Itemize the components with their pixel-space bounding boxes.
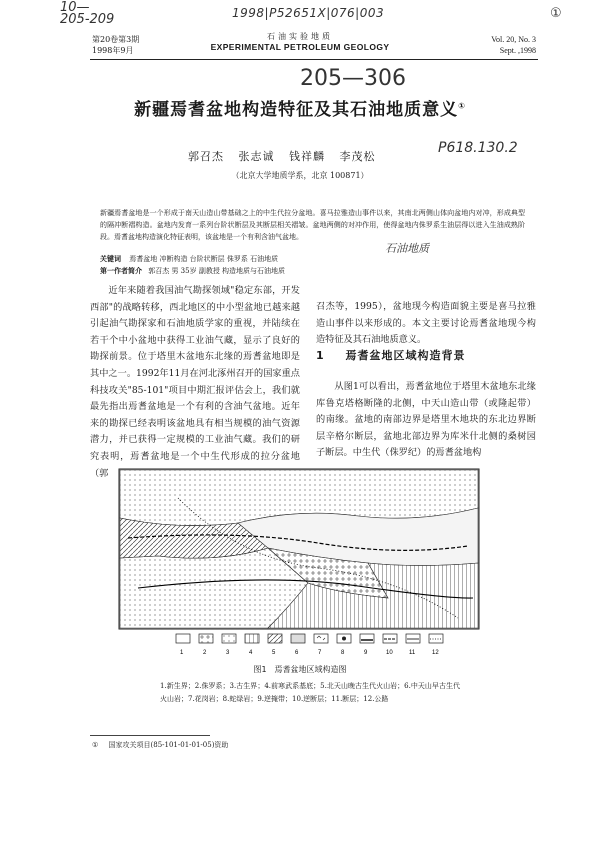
title-footnote-mark: ① [458,101,466,111]
legend-swatch [314,634,328,656]
section-number: 1 [316,349,325,362]
legend-number: 5 [272,650,276,656]
body-right-column-bottom: 从图1可以看出，焉耆盆地位于塔里木盆地东北缘库鲁克塔格断隆的北侧，中天山造山带（或隆起带）的南缘。盆地的南部边界是塔里木地块的东北边界断层辛格尔断层，盆地北部边界为库米什北侧的桑树园子断层。中生代（侏罗纪）的焉耆盆地构 [316,381,536,459]
author-bio-text: 郭召杰 男 35岁 副教授 构造地质与石油地质 [148,267,286,275]
author-name: 李茂松 [339,150,376,163]
affiliation: （北京大学地质学系，北京 100871） [231,171,369,180]
body-left-column: 近年来随着我国油气勘探领域"稳定东部，开发西部"的战略转移，西北地区的中小型盆地已越来越引起油气勘探家和石油地质学家的重视，并陆续在若干个中小盆地中获得工业油气藏，显示了良好的勘探前景。位于塔里木盆地东北缘的焉耆盆地即是其中之一。1992年11月在河北涿州召开的国家重点科技攻关"85-101"项目中期汇报评估会上，我们就最先指出焉耆盆地是一个有利的含油气盆地。近年来的勘探已经表明该盆地具有相当规模的油气资源潜力，并已获得一定规模的工业油气藏。我们的研究表明，焉耆盆地是一个中生代形成的拉分盆地（郭 [90,285,300,479]
body-right-column-top: 召杰等，1995），盆地现今构造面貌主要是喜马拉雅造山事件以来形成的。本文主要讨论焉耆盆地现今构造特征及其石油地质意义。 [316,301,536,346]
keywords [100,253,530,265]
map-legend-swatches [176,632,446,658]
keywords-text: 焉耆盆地 冲断构造 台阶状断层 侏罗系 石油地质 [129,255,279,263]
article-title-text: 新疆焉耆盆地构造特征及其石油地质意义 [134,100,459,120]
legend-swatch [199,634,213,656]
legend-swatch [337,634,351,656]
legend-number: 2 [203,650,207,656]
legend-swatch [360,634,374,656]
date-en: Sept. ,1998 [499,46,536,55]
footnote-text: 国家攻关项目(85-101-01-01-05)资助 [108,741,229,749]
header-rule [90,59,538,60]
legend-number: 1 [180,650,184,656]
legend-number: 10 [386,650,393,656]
handwritten-note-top-left: 10— 205-209 [60,0,115,27]
abstract: 新疆焉耆盆地是一个形成于南天山造山带基础之上的中生代拉分盆地。喜马拉雅造山事件以来，其南北两侧山体向盆地内对冲，形成典型的隔冲断褶构造。盆地内发育一系列台阶状断层及其断层相关褶皱。盆地两侧的对冲作用，使得盆地内侏罗系生油层得以进入生油成熟阶段。焉耆盆地构造演化特征表明，该盆地是一个有利含油气盆地。 [100,209,525,241]
footnote-rule [90,735,210,736]
legend-swatch [268,634,282,656]
author-name: 郭召杰 [188,150,224,163]
legend-number: 9 [364,650,368,656]
legend-swatch [245,634,259,656]
article-title [0,95,600,120]
keywords-label: 关键词 [100,255,121,263]
handwritten-class-number: P618.130.2 [438,140,518,156]
legend-number: 4 [249,650,253,656]
journal-name-cn: 石油实验地质 [267,32,333,41]
legend-swatch [383,634,397,656]
legend-number: 11 [409,650,416,656]
handwritten-catalog-number: 1998|P52651X|076|003 [232,6,385,20]
author-name: 张志诚 [238,150,275,163]
footnote-mark: ① [92,741,99,749]
journal-header-right [491,34,536,56]
legend-number: 8 [341,650,345,656]
legend-number: 7 [318,650,322,656]
handwritten-page-range: 205—306 [300,66,406,91]
date-cn: 1998年9月 [92,46,134,55]
legend-number: 12 [432,650,439,656]
legend-number: 6 [295,650,299,656]
handwritten-circle-mark: ① [550,6,562,21]
handwritten-signature: 石油地质 [385,242,429,255]
legend-swatch [291,634,305,656]
legend-swatch [406,634,420,656]
author-bio [100,265,530,277]
volume-issue-en: Vol. 20, No. 3 [491,35,536,44]
author-name: 钱祥麟 [289,150,325,163]
legend-number: 3 [226,650,230,656]
volume-issue-cn: 第20卷第3期 [92,35,140,44]
legend-swatch [176,634,190,656]
author-list [188,148,376,164]
legend-swatch [429,634,443,656]
figure-caption: 图1 焉耆盆地区域构造图 [253,665,347,674]
footnote [92,740,228,750]
section-title: 焉耆盆地区域构造背景 [345,349,466,362]
figure-legend: 1.新生界；2.侏罗系；3.古生界；4.前寒武系基底；5.北天山晚古生代火山岩；6.中天山早古生代火山岩；7.花岗岩；8.蛇绿岩；9.逆掩带；10.逆断层；11.断层；12.公路 [160,682,460,703]
journal-name-en: EXPERIMENTAL PETROLEUM GEOLOGY [210,42,390,52]
author-bio-label: 第一作者简介 [100,267,142,275]
section-heading [316,347,466,363]
legend-swatch [222,634,236,656]
